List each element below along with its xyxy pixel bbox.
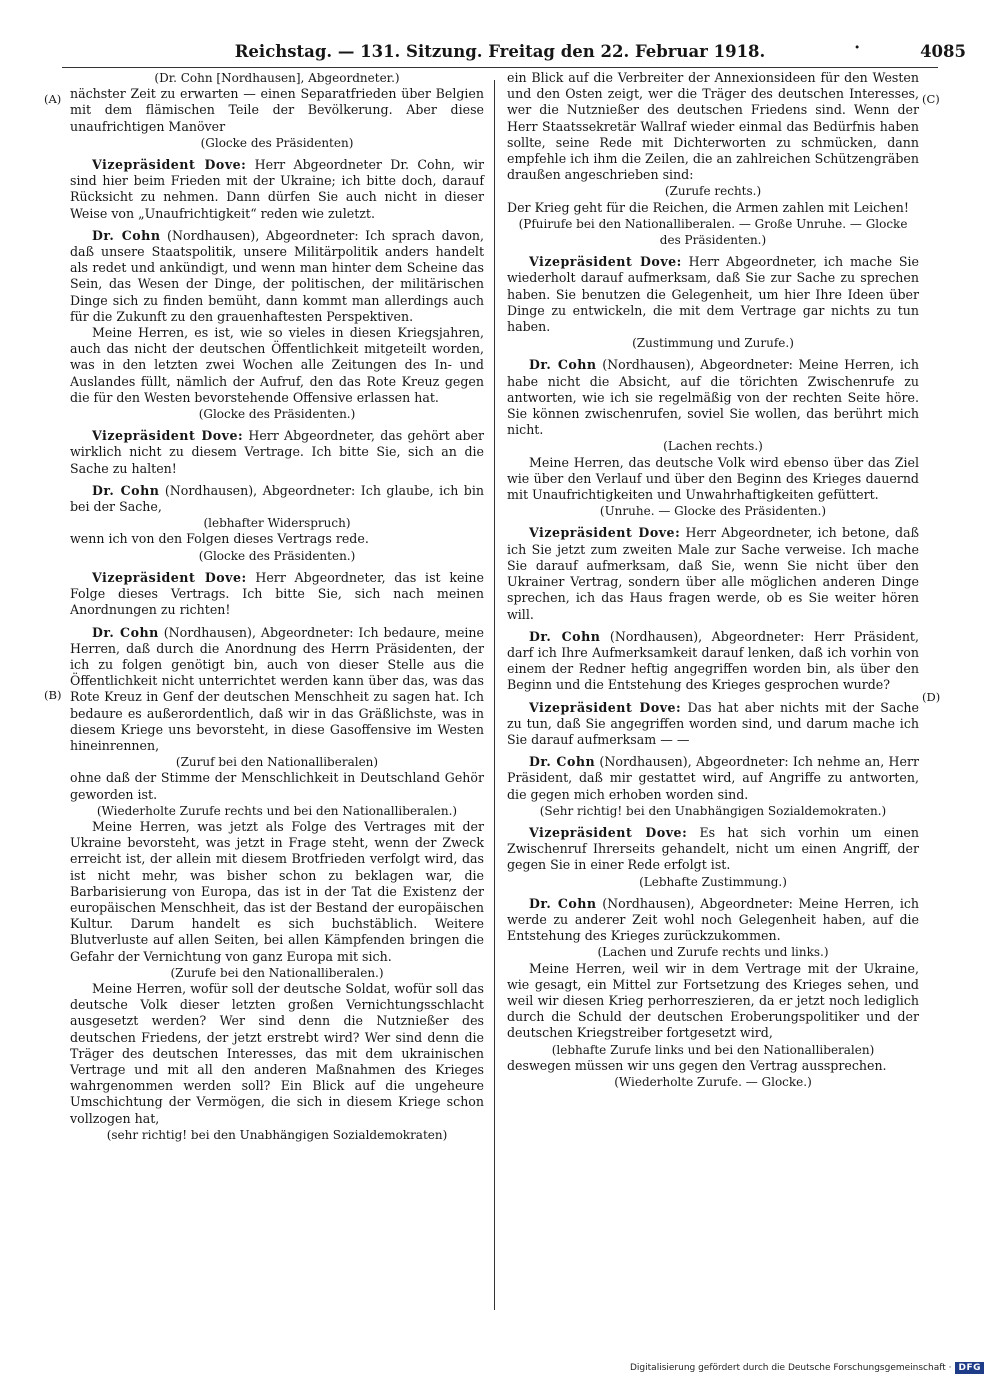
stage-direction: (Glocke des Präsidenten) <box>200 135 354 150</box>
footer-text: Digitalisierung gefördert durch die Deutsche Forschungsgemeinschaft · <box>630 1363 952 1373</box>
speaker-name: Vizepräsident Dove: <box>529 824 688 840</box>
stage-direction: (sehr richtig! bei den Unabhängigen Sozialdemokraten) <box>106 1127 448 1142</box>
paragraph: Vizepräsident Dove: Herr Abgeordneter, ich mache Sie wiederholt darauf aufmerksam, daß Sie zur Sache zu sprechen haben. Sie benutzen die Gelegenheit, um hier Ihre Ideen über Dinge zu entwickeln, die mit dem Vertrage gar nichts zu tun haben. <box>507 254 919 335</box>
speaker-name: Dr. Cohn <box>529 895 597 911</box>
stage-direction: (Zuruf bei den Nationalliberalen) <box>175 755 379 770</box>
paragraph: Vizepräsident Dove: Herr Abgeordneter, das ist keine Folge dieses Vertrags. Ich bitte Sie, sich nach meinen Anordnungen zu richten! <box>70 569 484 618</box>
paragraph: Dr. Cohn (Nordhausen), Abgeordneter: Ich nehme an, Herr Präsident, daß mir gestattet wird, auf Angriffe zu antworten, die gegen mich erhoben worden sind. <box>507 754 919 802</box>
paragraph: deswegen müssen wir uns gegen den Vertrag aussprechen. <box>507 1057 887 1073</box>
digitization-footer <box>630 1362 984 1374</box>
paragraph: ein Blick auf die Verbreiter der Annexionsideen für den Westen und den Osten zeigt, wer die Träger des deutschen Interesses, wer die Nutznießer des deutschen Friedens sind. Wenn der Herr Staatssekretär Wallraf wieder einmal das Bedürfnis haben sollte, seine Rede mit Dichterworten zu schmücken, dann empfehle ich ihm die Zeilen, die an zahlreichen Schützengräben draußen angeschrieben sind: <box>507 70 919 183</box>
speaker-name: Dr. Cohn <box>92 482 160 498</box>
paragraph: Dr. Cohn (Nordhausen), Abgeordneter: Ich glaube, ich bin bei der Sache, <box>70 482 484 515</box>
stage-direction: (Dr. Cohn [Nordhausen], Abgeordneter.) <box>154 71 400 85</box>
header-rule <box>62 67 938 68</box>
stage-direction: (Sehr richtig! bei den Unabhängigen Sozialdemokraten.) <box>539 803 887 818</box>
page-title: Reichstag. — 131. Sitzung. Freitag den 22. Februar 1918. <box>234 42 766 61</box>
stage-direction: (Wiederholte Zurufe. — Glocke.) <box>614 1074 812 1089</box>
stage-direction: (Zurufe rechts.) <box>664 184 762 199</box>
stage-direction: (Zustimmung und Zurufe.) <box>632 336 794 351</box>
paragraph: Dr. Cohn (Nordhausen), Abgeordneter: Herr Präsident, darf ich Ihre Aufmerksamkeit darauf lenken, daß ich vorhin von einem der Redner heftig angegriffen worden bin, als über den Beginn und die Entstehung des Krieges gesprochen wurde? <box>507 628 919 693</box>
speaker-name: Vizepräsident Dove: <box>92 157 247 173</box>
paragraph: Der Krieg geht für die Reichen, die Armen zahlen mit Leichen! <box>507 199 909 215</box>
margin-marker-d: (D) <box>922 690 941 704</box>
margin-marker-a: (A) <box>44 92 62 106</box>
speaker-name: Dr. Cohn <box>529 628 601 644</box>
stage-direction: (Glocke des Präsidenten.) <box>198 548 356 563</box>
speaker-name: Dr. Cohn <box>92 227 161 243</box>
speaker-name: Vizepräsident Dove: <box>92 569 247 585</box>
speaker-name: Vizepräsident Dove: <box>92 428 244 444</box>
paragraph: Vizepräsident Dove: Herr Abgeordneter, ich betone, daß ich Sie jetzt zum zweiten Male zur Sache verweise. Ich mache Sie darauf aufmerksam, daß Sie, wenn Sie nicht über den Ukrainer Vertrag, sondern über alle möglichen anderen Dinge sprechen, ich das Haus fragen werde, ob es Sie weiter hören will. <box>507 525 919 622</box>
paragraph: Meine Herren, weil wir in dem Vertrage mit der Ukraine, wie gesagt, ein Mittel zur Fortsetzung des Krieges sehen, und weil wir diesen Krieg perhorreszieren, da er jetzt noch lediglich durch die Schuld der deutschen Eroberungspolitiker und der deutschen Kriegstreiber fortgesetzt wird, <box>507 960 919 1041</box>
paragraph: Dr. Cohn (Nordhausen), Abgeordneter: Ich bedaure, meine Herren, daß durch die Anordnung des Herrn Präsidenten, der ich zu folgen genötigt bin, auch von dieser Stelle aus die Öffentlichkeit nicht unterrichtet werden kann über das, was das Rote Kreuz in Genf der deutschen Menschheit zu sagen hat. Ich bedaure es außerordentlich, daß wir in das Gräßlichste, was in diesem Kriege uns bevorsteht, in diese Gasoffensive im Westen hineinrennen, <box>70 624 484 753</box>
stage-direction: (lebhafte Zurufe links und bei den Nationalliberalen) <box>551 1042 875 1057</box>
stage-direction: (Lachen rechts.) <box>663 439 763 454</box>
paragraph: ohne daß der Stimme der Menschlichkeit in Deutschland Gehör geworden ist. <box>70 770 484 802</box>
paragraph: Vizepräsident Dove: Es hat sich vorhin um einen Zwischenruf Ihrerseits gehandelt, nicht um einen Angriff, der gegen Sie in einer Rede erfolgt ist. <box>507 824 919 873</box>
speaker-name: Dr. Cohn <box>529 754 596 770</box>
column-divider <box>494 80 495 1310</box>
paragraph: Vizepräsident Dove: Herr Abgeordneter, das gehört aber wirklich nicht zu diesem Vertrage. Ich bitte Sie, sich an die Sache zu halten! <box>70 428 484 476</box>
paragraph: Meine Herren, es ist, wie so vieles in diesen Kriegsjahren, auch das nicht der deutschen Öffentlichkeit mitgeteilt worden, was in den letzten zwei Wochen alle Zeitungen des In- und Auslandes füllt, nämlich der Aufruf, den das Rote Kreuz gegen die für den Westen bevorstehende Offensive erlassen hat. <box>70 325 484 405</box>
dfg-logo: DFG <box>955 1362 984 1374</box>
speaker-name: Dr. Cohn <box>529 357 597 373</box>
running-header <box>60 38 966 68</box>
margin-marker-b: (B) <box>44 688 62 702</box>
paragraph: Meine Herren, wofür soll der deutsche Soldat, wofür soll das deutsche Volk dieser letzten großen Vernichtungsschlacht ausgesetzt werden? Wer sind denn die Nutznießer des deutschen Friedens, der jetzt erstrebt wird? Wer sind denn die Träger des deutschen Interesses, das mit dem ukrainischen Vertrage und mit all den anderen Maßnahmen des Krieges wahrgenommen werden soll? Ein Blick auf die ungeheure Umschichtung der Vermögen, die sich in diesem Kriege schon vollzogen hat, <box>70 980 484 1126</box>
stage-direction: (Pfuirufe bei den Nationalliberalen. — Große Unruhe. — Glocke des Präsidenten.) <box>518 216 908 248</box>
paragraph: Dr. Cohn (Nordhausen), Abgeordneter: Meine Herren, ich habe nicht die Absicht, auf die törichten Zwischenrufe zu antworten, wie ich sie regelmäßig von der rechten Seite höre. Sie können zwischenrufen, soviel Sie wollen, das berührt mich nicht. <box>507 357 920 438</box>
stage-direction: (Glocke des Präsidenten.) <box>198 407 356 422</box>
page-number: 4085 <box>920 42 966 61</box>
paragraph: wenn ich von den Folgen dieses Vertrags rede. <box>70 531 369 547</box>
paragraph: Vizepräsident Dove: Herr Abgeordneter Dr. Cohn, wir sind hier beim Frieden mit der Ukraine; ich bitte doch, darauf Rücksicht zu nehmen. Dann dürfen Sie auch nicht in dieser Weise von „Unaufrichtigkeit“ reden wie zuletzt. <box>70 157 485 221</box>
paragraph: nächster Zeit zu erwarten — einen Separatfrieden über Belgien mit dem flämischen Teile der Bevölkerung. Aber diese unaufrichtigen Manöver <box>70 86 484 134</box>
stage-direction: (Zurufe bei den Nationalliberalen.) <box>170 965 384 980</box>
left-column <box>70 70 484 1143</box>
speaker-name: Vizepräsident Dove: <box>529 525 681 541</box>
header-dot: · <box>854 38 860 57</box>
stage-direction: (lebhafter Widerspruch) <box>203 516 351 531</box>
speaker-name: Dr. Cohn <box>92 624 159 640</box>
paragraph: Dr. Cohn (Nordhausen), Abgeordneter: Meine Herren, ich werde zu anderer Zeit wohl noch Gelegenheit haben, auf die Entstehung des Krieges zurückzukommen. <box>507 895 920 944</box>
paragraph: Meine Herren, was jetzt als Folge des Vertrages mit der Ukraine bevorsteht, was jetzt in Frage steht, wenn der Zweck erreicht ist, der allein mit diesem Brotfrieden verfolgt wird, das ist nicht mehr, was bisher schon zu beklagen war, die Barbarisierung von Europa, das ist in der Tat die Existenz der europäischen Menschheit, das ist der Bestand der europäischen Kultur. Darum handelt es sich buchstäblich. Weitere Blutverluste auf allen Seiten, bei allen Kämpfenden bringen die Gefahr der Vernichtung von ganz Europa mit sich. <box>70 818 484 964</box>
paragraph: Vizepräsident Dove: Das hat aber nichts mit der Sache zu tun, daß Sie angegriffen worden sind, und darum mache ich Sie darauf aufmerksam — — <box>507 699 919 747</box>
stage-direction: (Wiederholte Zurufe rechts und bei den Nationalliberalen.) <box>96 803 458 818</box>
margin-marker-c: (C) <box>922 92 940 106</box>
speaker-name: Vizepräsident Dove: <box>529 699 682 715</box>
stage-direction: (Lebhafte Zustimmung.) <box>639 874 787 889</box>
right-column <box>507 70 919 1090</box>
stage-direction: (Lachen und Zurufe rechts und links.) <box>597 945 829 960</box>
paragraph: Meine Herren, das deutsche Volk wird ebenso über das Ziel wie über den Verlauf und über den Beginn des Krieges dauernd mit Unaufrichtigkeiten und Unwahrhaftigkeiten gefüttert. <box>507 454 919 503</box>
stage-direction: (Unruhe. — Glocke des Präsidenten.) <box>599 504 827 519</box>
speaker-name: Vizepräsident Dove: <box>529 254 682 270</box>
paragraph: Dr. Cohn (Nordhausen), Abgeordneter: Ich sprach davon, daß unsere Staatspolitik, unsere Militärpolitik anders handelt als redet und ankündigt, und wenn man hinter dem Scheine das Sein, das Wesen der Dinge, der politischen, der militärischen Dinge sich zu finden bemüht, dann kommt man allerdings auch für die Zukunft zu den grauenhaftesten Perspektiven. <box>70 227 485 324</box>
